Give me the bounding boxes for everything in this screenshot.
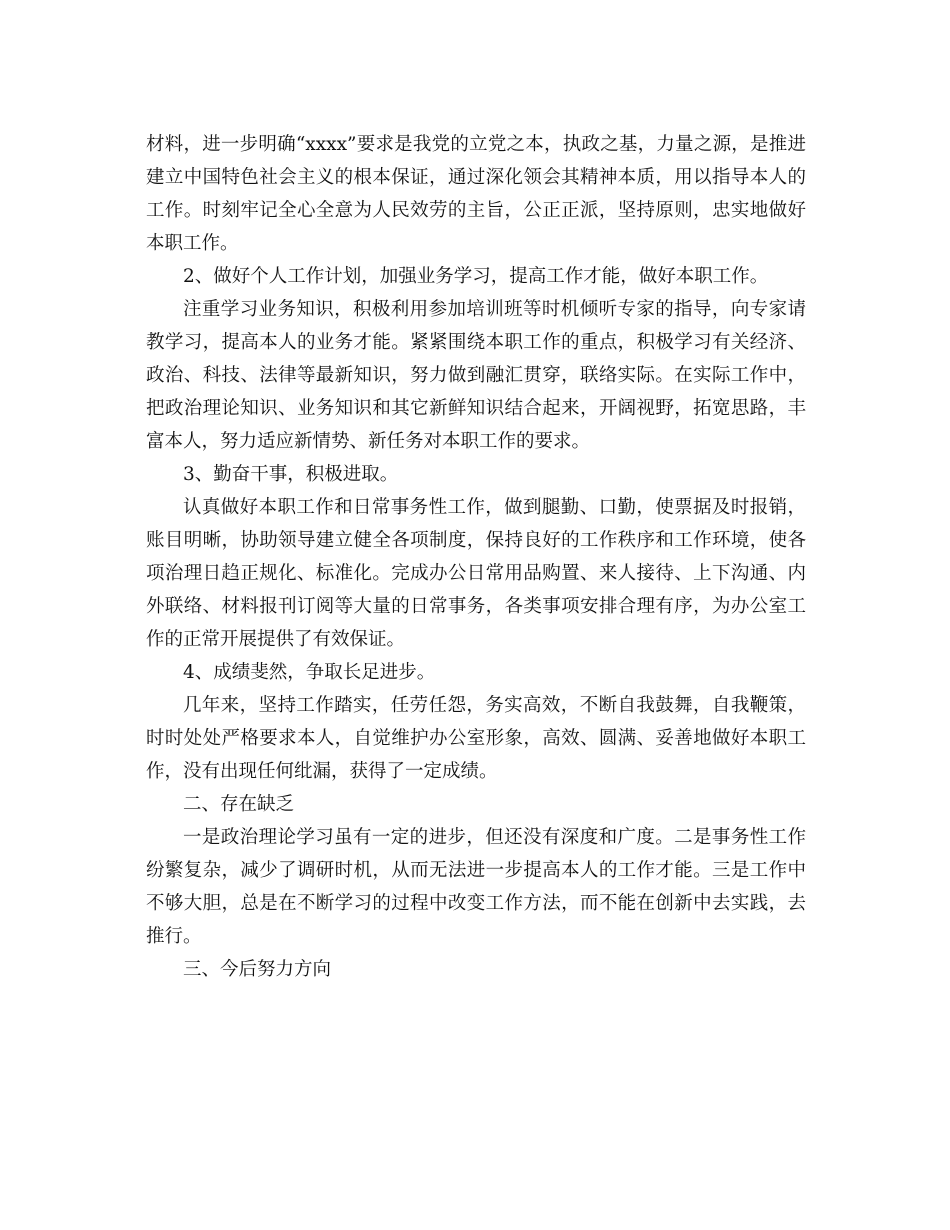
section-heading-future: 三、今后努力方向 [183, 959, 332, 980]
paragraph-study: 注重学习业务知识，积极利用参加培训班等时机倾听专家的指导，向专家请教学习，提高本人的业务才能。紧紧围绕本职工作的重点，积极学习有关经济、政治、科技、法律等最新知识，努力做到融汇贯穿，联络实际。在实际工作中，把政治理论知识、业务知识和其它新鲜知识结合起来，开阔视野，拓宽思路，丰富本人，努力适应新情势、新任务对本职工作的要求。 [146, 299, 806, 452]
section-heading-shortcomings: 二、存在缺乏 [183, 794, 295, 815]
section-heading-4: 4、成绩斐然，争取长足进步。 [183, 662, 436, 683]
section-heading-3: 3、勤奋干事，积极进取。 [183, 464, 399, 485]
paragraph-shortcomings: 一是政治理论学习虽有一定的进步，但还没有深度和广度。二是事务性工作纷繁复杂，减少了调研时机，从而无法进一步提高本人的工作才能。三是工作中不够大胆，总是在不断学习的过程中改变工作方法，而不能在创新中去实践，去推行。 [146, 827, 806, 947]
section-heading-2: 2、做好个人工作计划，加强业务学习，提高工作才能，做好本职工作。 [183, 266, 769, 287]
document-body [146, 128, 806, 986]
paragraph-achievements: 几年来，坚持工作踏实，任劳任怨，务实高效，不断自我鼓舞，自我鞭策，时时处处严格要求本人，自觉维护办公室形象，高效、圆满、妥善地做好本职工作，没有出现任何纰漏，获得了一定成绩。 [146, 695, 806, 782]
paragraph-continuation: 材料，进一步明确“xxxx”要求是我党的立党之本，执政之基，力量之源，是推进建立中国特色社会主义的根本保证，通过深化领会其精神本质，用以指导本人的工作。时刻牢记全心全意为人民效劳的主旨，公正正派，坚持原则，忠实地做好本职工作。 [146, 134, 806, 254]
paragraph-daily-work: 认真做好本职工作和日常事务性工作，做到腿勤、口勤，使票据及时报销，账目明晰，协助领导建立健全各项制度，保持良好的工作秩序和工作环境，使各项治理日趋正规化、标准化。完成办公日常用品购置、来人接待、上下沟通、内外联络、材料报刊订阅等大量的日常事务，各类事项安排合理有序，为办公室工作的正常开展提供了有效保证。 [146, 497, 806, 650]
